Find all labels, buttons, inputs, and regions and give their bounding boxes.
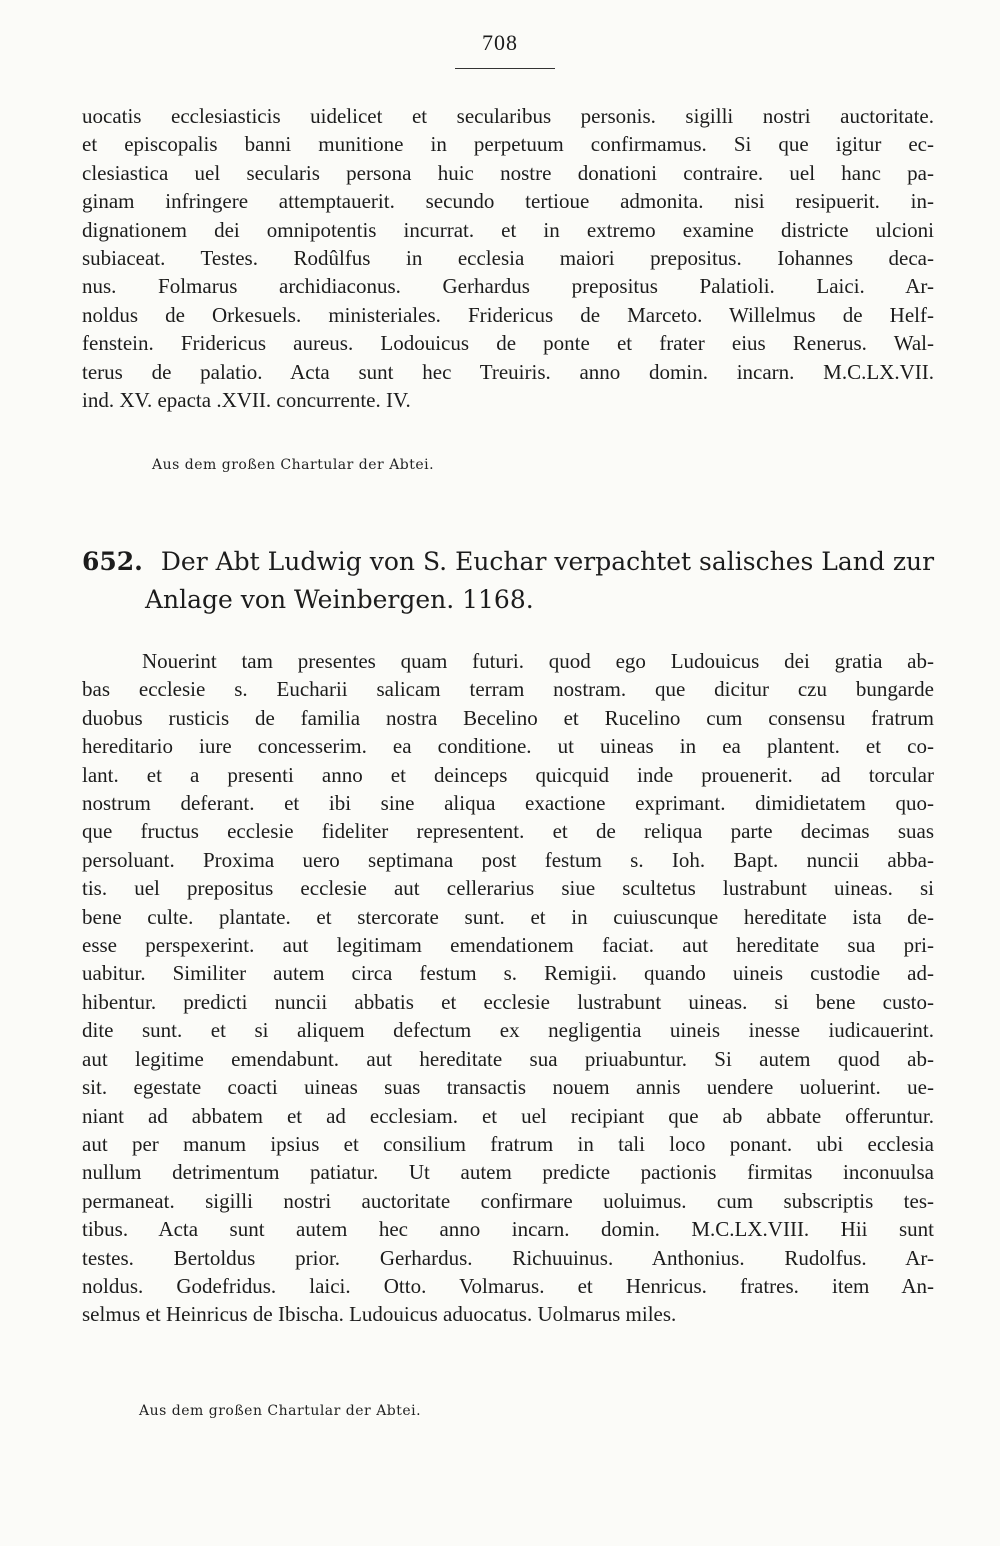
text-line: esse perspexerint. aut legitimam emendationem faciat. aut hereditate sua pri-: [82, 933, 934, 958]
text-line: nullum detrimentum patiatur. Ut autem predicte pactionis firmitas inconuulsa: [82, 1160, 934, 1185]
text-line: subiaceat. Testes. Rodûlfus in ecclesia maiori prepositus. Iohannes deca-: [82, 246, 934, 271]
text-line: aut per manum ipsius et consilium fratrum in tali loco ponant. ubi ecclesia: [82, 1131, 934, 1156]
text-line: aut legitime emendabunt. aut hereditate sua priuabuntur. Si autem quod ab-: [82, 1046, 934, 1071]
text-line: lant. et a presenti anno et deinceps quicquid inde prouenerit. ad torcular: [82, 762, 934, 787]
document-title-line-2: Anlage von Weinbergen. 1168.: [145, 585, 534, 614]
text-line: selmus et Heinricus de Ibischa. Ludouicus aduocatus. Uolmarus miles.: [82, 1302, 677, 1327]
text-line: uabitur. Similiter autem circa festum s. Remigii. quando uineis custodie ad-: [82, 961, 934, 986]
text-line: persoluant. Proxima uero septimana post festum s. Ioh. Bapt. nuncii abba-: [82, 847, 934, 872]
text-line: dignationem dei omnipotentis incurrat. et in extremo examine districte ulcioni: [82, 217, 934, 242]
text-line: ind. XV. epacta .XVII. concurrente. IV.: [82, 388, 411, 413]
text-line: tis. uel prepositus ecclesie aut cellerarius siue scultetus lustrabunt uineas. si: [82, 876, 934, 901]
source-note: Aus dem großen Chartular der Abtei.: [152, 457, 435, 473]
text-line: hibentur. predicti nuncii abbatis et ecclesie lustrabunt uineas. si bene custo-: [82, 989, 934, 1014]
document-651-text: [82, 102, 934, 414]
text-line: que fructus ecclesie fideliter representent. et de reliqua parte decimas suas: [82, 819, 934, 844]
text-line: terus de palatio. Acta sunt hec Treuiris. anno domin. incarn. M.C.LX.VII.: [82, 359, 934, 384]
text-line: fenstein. Fridericus aureus. Lodouicus de ponte et frater eius Renerus. Wal-: [82, 331, 934, 356]
text-line: clesiastica uel secularis persona huic nostre donationi contraire. uel hanc pa-: [82, 160, 934, 185]
text-line: dite sunt. et si aliquem defectum ex negligentia uineis inesse iudicauerint.: [82, 1018, 934, 1043]
text-line: niant ad abbatem et ad ecclesiam. et uel recipiant que ab abbate offeruntur.: [82, 1103, 934, 1128]
source-note: Aus dem großen Chartular der Abtei.: [139, 1403, 422, 1419]
text-line: permaneat. sigilli nostri auctoritate confirmare uoluimus. cum subscriptis tes-: [82, 1188, 934, 1213]
text-line: bas ecclesie s. Eucharii salicam terram nostram. que dicitur czu bungarde: [82, 677, 934, 702]
text-line: uocatis ecclesiasticis uidelicet et secularibus personis. sigilli nostri auctoritate.: [82, 104, 934, 128]
text-line: hereditario iure concesserim. ea conditione. ut uineas in ea plantent. et co-: [82, 734, 934, 759]
document-number: 652.: [82, 547, 143, 576]
text-line: et episcopalis banni munitione in perpetuum confirmamus. Si que igitur ec-: [82, 132, 934, 157]
text-line: bene culte. plantate. et stercorate sunt. et in cuiuscunque hereditate ista de-: [82, 904, 934, 929]
text-line: duobus rusticis de familia nostra Becelino et Rucelino cum consensu fratrum: [82, 705, 934, 730]
text-line: noldus de Orkesuels. ministeriales. Fridericus de Marceto. Willelmus de Helf-: [82, 302, 934, 327]
text-line: tibus. Acta sunt autem hec anno incarn. domin. M.C.LX.VIII. Hii sunt: [82, 1217, 934, 1242]
document-heading: [82, 543, 942, 619]
text-line: sit. egestate coacti uineas suas transactis nouem annis uendere uoluerint. ue-: [82, 1075, 934, 1100]
document-652-text: [82, 647, 934, 1329]
header-rule: [455, 68, 555, 69]
text-line: Nouerint tam presentes quam futuri. quod ego Ludouicus dei gratia ab-: [142, 649, 934, 673]
document-title-line-1: Der Abt Ludwig von S. Euchar verpachtet salisches Land zur: [160, 547, 935, 576]
text-line: nus. Folmarus archidiaconus. Gerhardus prepositus Palatioli. Laici. Ar-: [82, 274, 934, 299]
text-line: testes. Bertoldus prior. Gerhardus. Richuuinus. Anthonius. Rudolfus. Ar-: [82, 1245, 934, 1270]
text-line: nostrum deferant. et ibi sine aliqua exactione exprimant. dimidietatem quo-: [82, 791, 934, 816]
text-line: noldus. Godefridus. laici. Otto. Volmarus. et Henricus. fratres. item An-: [82, 1273, 934, 1298]
page-number: 708: [482, 30, 518, 55]
text-line: ginam infringere attemptauerit. secundo tertioue admonita. nisi resipuerit. in-: [82, 189, 934, 214]
